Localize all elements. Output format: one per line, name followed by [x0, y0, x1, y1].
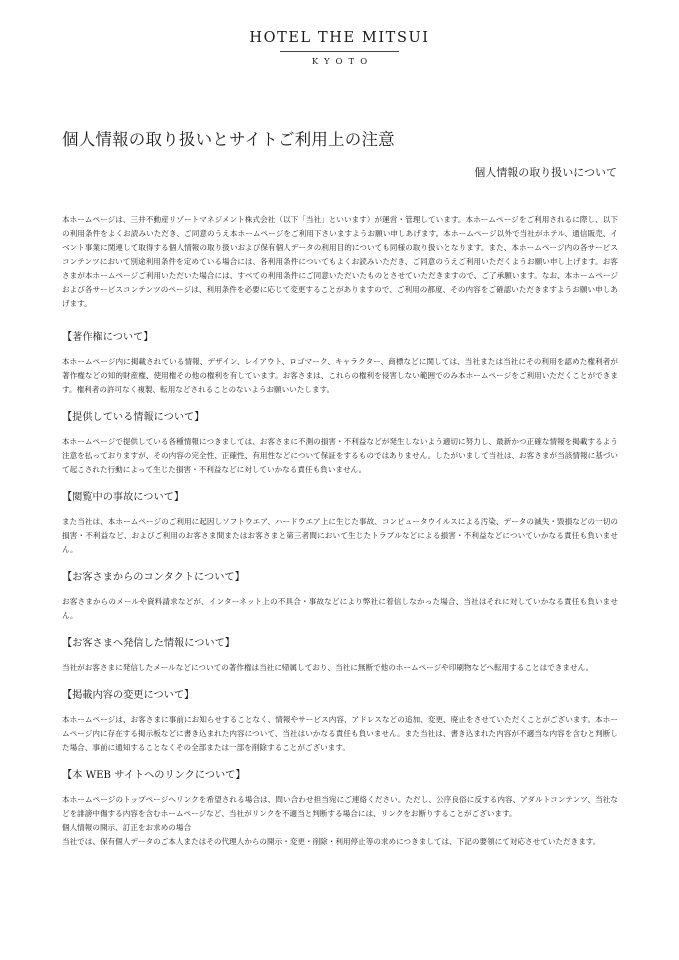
section-copyright	[62, 331, 618, 397]
section-customer-contact	[62, 571, 618, 623]
section-provided-info	[62, 411, 618, 477]
hotel-logo[interactable]	[0, 30, 679, 46]
logo-main-text: HOTEL THE MITSUI	[249, 30, 430, 46]
page-title: 個人情報の取り扱いとサイトご利用上の注意	[62, 130, 395, 149]
section-heading: 【著作権について】	[62, 332, 154, 343]
section-browsing-accidents	[62, 491, 618, 557]
section-body: 当社がお客さまに発信したメールなどについての著作権は当社に帰属しており、当社に無断で他のホームページや印刷物などへ転用することはできません。	[62, 663, 594, 672]
section-body: また当社は、本ホームページのご利用に起因しソフトウエア、ハードウエア上に生じた事故、コンピュータウイルスによる汚染、データの滅失・毀損などの一切の損害・不利益など、およびご利用のお客さま間またはお客さまと第三者間において生じたトラブルなどによる損害・不利益などについていかなる責任も負いません。	[62, 517, 618, 554]
section-sent-info	[62, 637, 618, 675]
section-body: 本ホームページ内に掲載されている情報、デザイン、レイアウト、ロゴマーク、キャラクター、商標などに関しては、当社または当社にその利用を認めた権利者が著作権などの知的財産権、使用権その他の権利を有しています。お客さまは、これらの権利を侵害しない範囲でのみ本ホームページをご利用いただくことができます。権利者の許可なく複製、転用などされることのないようお願いいたします。	[62, 357, 618, 394]
section-body: 本ホームページは、お客さまに事前にお知らせすることなく、情報やサービス内容、アドレスなどの追加、変更、廃止をさせていただくことがございます。本ホームページ内に存在する掲示板などに書き込まれた内容について、当社はいかなる責任も負いません。また当社は、書き込まれた内容が不適当な内容を含むと判断した場合、事前に通知することなくその全部または一部を削除することがございます。	[62, 715, 618, 752]
disclosure-title: 個人情報の開示、訂正をお求めの場合	[62, 823, 192, 832]
logo-sub-text: KYOTO	[311, 57, 374, 67]
logo-sub	[0, 57, 679, 67]
policy-content	[62, 213, 618, 863]
section-linking	[62, 769, 618, 849]
section-body: お客さまからのメールや資料請求などが、インターネット上の不具合・事故などにより弊社に着信しなかった場合、当社はそれに対していかなる責任も負いません。	[62, 597, 618, 620]
section-heading: 【お客さまからのコンタクトについて】	[62, 572, 245, 583]
disclosure-body: 当社では、保有個人データのご本人またはその代理人からの開示・変更・削除・利用停止等の求めにつきましては、下記の要領にて対応させていただきます。	[62, 837, 601, 846]
section-body: 本ホームページで提供している各種情報につきましては、お客さまに不測の損害・不利益などが発生しないよう適切に努力し、最新かつ正確な情報を掲載するよう注意を払っておりますが、その内容の完全性、正確性、有用性などについて保証をするものではありません。したがいまして当社は、お客さまが当該情報に基づいて起こされた行動によって生じた損害・不利益などに対していかなる責任も負いません。	[62, 437, 618, 474]
section-content-changes	[62, 689, 618, 755]
section-heading: 【掲載内容の変更について】	[62, 690, 195, 701]
section-heading: 【お客さまへ発信した情報について】	[62, 638, 235, 649]
logo-divider	[280, 51, 399, 52]
intro-paragraph: 本ホームページは、三井不動産リゾートマネジメント株式会社（以下「当社」といいます）が運営・管理しています。本ホームページをご利用されるに際し、以下の利用条件をよくお読みいただき、ご同意のうえ本ホームページをご利用下さいますようお願い申しあげます。本ホームページ以外で当社がホテル、通信販売、イベント事業に関連して取得する個人情報の取り扱いおよび保有個人データの利用目的についても同様の取り扱いとなります。また、本ホームページ内の各サービスコンテンツにおいて別途利用条件を定めている場合には、各利用条件についてもよくお読みいただき、ご同意のうえご利用いただくようお願い申し上げます。お客さまが本ホームページご利用いただいた場合には、すべての利用条件にご同意いただいたものとさせていただきますので、ご了承願います。なお、本ホームページおよび各サービスコンテンツのページは、利用条件を必要に応じて変更することがありますので、ご利用の都度、その内容をご確認いただきますようお願い申しあげます。	[62, 215, 618, 308]
section-body: 本ホームページのトップページへリンクを希望される場合は、問い合わせ担当宛にご連絡ください。ただし、公序良俗に反する内容、アダルトコンテンツ、当社などを誹謗中傷する内容を含むホームページなど、当社がリンクを不適当と判断する場合には、リンクをお断りすることがございます。	[62, 795, 618, 818]
section-heading: 【本 WEB サイトへのリンクについて】	[62, 770, 246, 781]
section-heading: 【閲覧中の事故について】	[62, 492, 185, 503]
page-subtitle: 個人情報の取り扱いについて	[474, 166, 617, 179]
section-heading: 【提供している情報について】	[62, 412, 205, 423]
